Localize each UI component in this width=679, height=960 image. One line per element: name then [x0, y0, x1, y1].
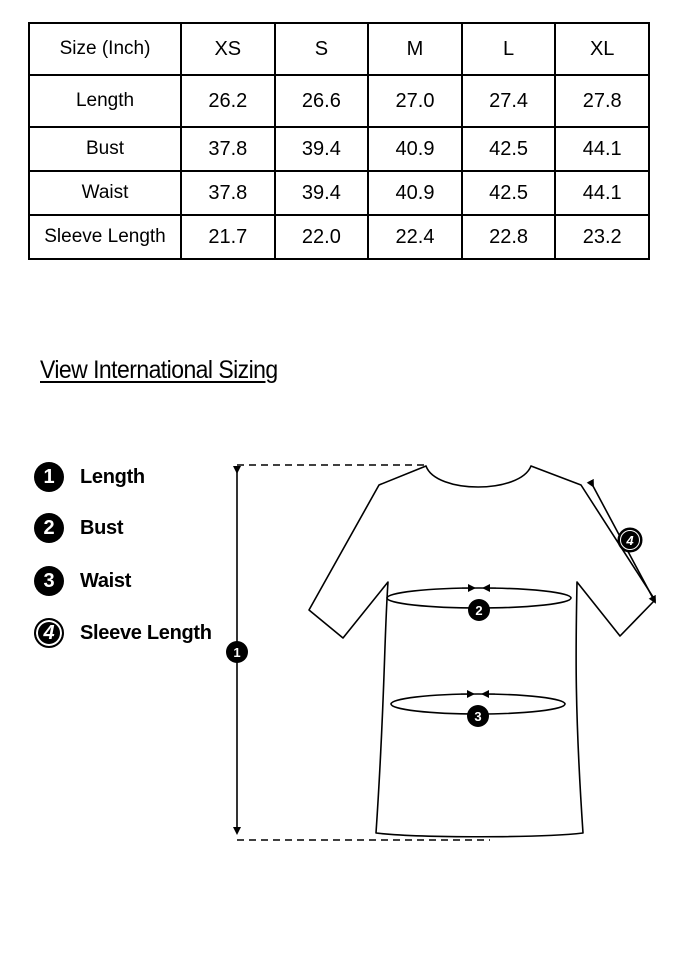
legend-label: Bust	[80, 516, 124, 539]
table-cell: 27.0	[368, 75, 462, 127]
table-cell: 39.4	[275, 127, 369, 171]
table-cell: 26.6	[275, 75, 369, 127]
table-cell: 27.8	[555, 75, 649, 127]
legend-label: Waist	[80, 569, 132, 592]
table-cell: 42.5	[462, 171, 556, 215]
legend-label: Sleeve Length	[80, 621, 212, 644]
table-cell: 44.1	[555, 171, 649, 215]
table-cell: 39.4	[275, 171, 369, 215]
number-4-badge-icon: 4	[34, 618, 64, 648]
header-cell-l: L	[462, 23, 556, 75]
bust-marker	[468, 599, 490, 621]
table-cell: 40.9	[368, 171, 462, 215]
table-cell: 37.8	[181, 127, 275, 171]
number-2-badge-icon: 2	[34, 513, 64, 543]
waist-marker-number: 3	[474, 709, 482, 724]
header-cell-xs: XS	[181, 23, 275, 75]
table-cell: 23.2	[555, 215, 649, 259]
table-cell: 22.0	[275, 215, 369, 259]
sleeve-marker-number: 4	[626, 533, 634, 548]
row-label: Sleeve Length	[29, 215, 181, 259]
table-cell: 44.1	[555, 127, 649, 171]
number-3-badge-icon: 3	[34, 566, 64, 596]
table-cell: 26.2	[181, 75, 275, 127]
table-cell: 37.8	[181, 171, 275, 215]
table-cell: 42.5	[462, 127, 556, 171]
row-label: Bust	[29, 127, 181, 171]
table-cell: 22.4	[368, 215, 462, 259]
waist-marker	[467, 705, 489, 727]
header-cell-size-unit: Size (Inch)	[29, 23, 181, 75]
table-cell: 40.9	[368, 127, 462, 171]
bust-marker-number: 2	[475, 603, 483, 618]
row-label: Waist	[29, 171, 181, 215]
number-1-badge-icon: 1	[34, 462, 64, 492]
table-cell: 27.4	[462, 75, 556, 127]
sleeve-marker	[618, 528, 642, 552]
header-cell-s: S	[275, 23, 369, 75]
header-cell-m: M	[368, 23, 462, 75]
length-marker	[226, 641, 248, 663]
view-international-sizing-link[interactable]: View International Sizing	[40, 356, 278, 384]
row-label: Length	[29, 75, 181, 127]
table-cell: 22.8	[462, 215, 556, 259]
header-cell-xl: XL	[555, 23, 649, 75]
tshirt-outline	[309, 466, 655, 837]
legend-label: Length	[80, 465, 145, 488]
table-cell: 21.7	[181, 215, 275, 259]
length-marker-number: 1	[233, 645, 241, 660]
